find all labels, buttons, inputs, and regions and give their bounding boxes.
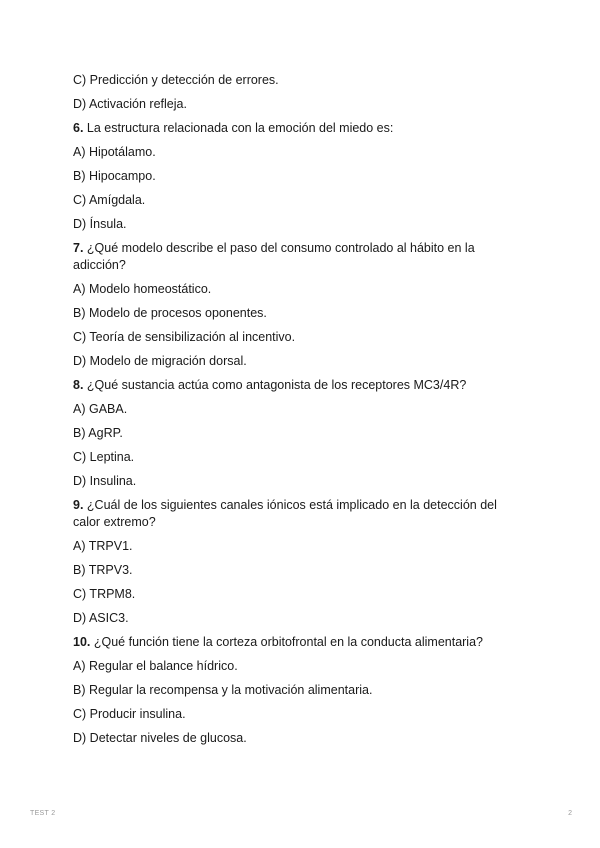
question-number: 7.	[73, 241, 84, 255]
page-content	[73, 72, 523, 754]
option: D) Modelo de migración dorsal.	[73, 354, 247, 368]
option: B) Modelo de procesos oponentes.	[73, 306, 267, 320]
question-number: 9.	[73, 498, 84, 512]
question-8	[73, 377, 523, 394]
option: C) Predicción y detección de errores.	[73, 73, 279, 87]
option: A) GABA.	[73, 402, 128, 416]
question-text: ¿Qué función tiene la corteza orbitofrontal en la conducta alimentaria?	[93, 635, 483, 649]
option: C) Producir insulina.	[73, 707, 186, 721]
question-number: 6.	[73, 121, 84, 135]
option: C) Leptina.	[73, 450, 135, 464]
question-number: 10.	[73, 635, 91, 649]
option: B) AgRP.	[73, 426, 123, 440]
footer-title: TEST 2	[30, 810, 56, 817]
question-10	[73, 634, 523, 651]
option: C) Amígdala.	[73, 193, 146, 207]
question-number: 8.	[73, 378, 84, 392]
option: D) Insulina.	[73, 474, 137, 488]
question-text: ¿Qué modelo describe el paso del consumo controlado al hábito en la adicción?	[73, 241, 475, 272]
option: B) Regular la recompensa y la motivación alimentaria.	[73, 683, 373, 697]
question-6	[73, 120, 523, 137]
option: A) TRPV1.	[73, 539, 133, 553]
option: A) Modelo homeostático.	[73, 282, 212, 296]
option: C) Teoría de sensibilización al incentivo.	[73, 330, 296, 344]
option: A) Hipotálamo.	[73, 145, 156, 159]
option: B) Hipocampo.	[73, 169, 156, 183]
option: D) Ínsula.	[73, 217, 127, 231]
question-text: ¿Cuál de los siguientes canales iónicos está implicado en la detección del calor extremo?	[73, 498, 497, 529]
question-9	[73, 497, 523, 531]
option: D) Activación refleja.	[73, 97, 187, 111]
option: A) Regular el balance hídrico.	[73, 659, 238, 673]
question-7	[73, 240, 523, 274]
question-text: ¿Qué sustancia actúa como antagonista de los receptores MC3/4R?	[86, 378, 467, 392]
option: D) ASIC3.	[73, 611, 129, 625]
question-text: La estructura relacionada con la emoción del miedo es:	[86, 121, 394, 135]
option: D) Detectar niveles de glucosa.	[73, 731, 247, 745]
page-number: 2	[568, 810, 572, 817]
option: B) TRPV3.	[73, 563, 133, 577]
option: C) TRPM8.	[73, 587, 136, 601]
